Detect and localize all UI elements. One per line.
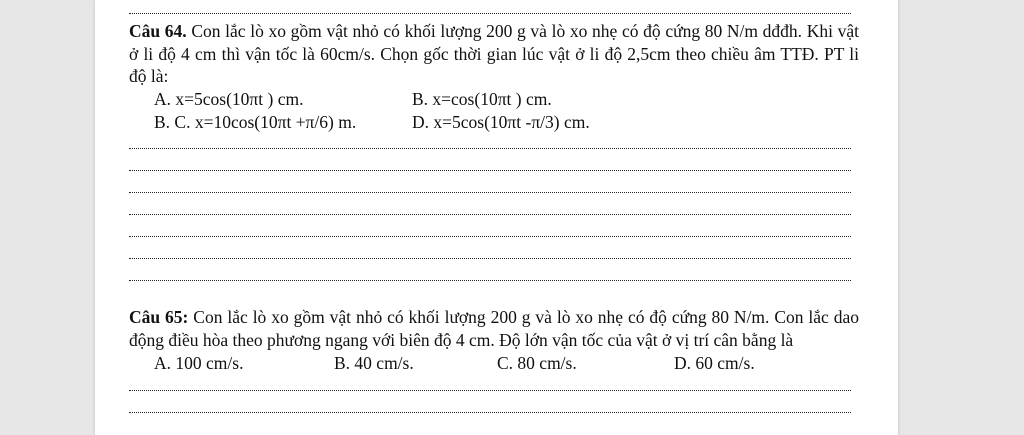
- options-row: [129, 88, 859, 111]
- option-c: B. C. x=10cos(10πt +π/6) m.: [154, 111, 357, 132]
- answer-line: [129, 375, 851, 397]
- option-d: D. 60 cm/s.: [674, 352, 755, 373]
- option-b: B. 40 cm/s.: [334, 352, 414, 373]
- page-content: [129, 0, 859, 419]
- question-64: [129, 20, 859, 287]
- option-a: A. 100 cm/s.: [154, 352, 244, 373]
- options-row: [129, 352, 859, 375]
- answer-line: [129, 243, 851, 265]
- answer-line: [129, 397, 851, 419]
- answer-line: [129, 265, 851, 287]
- option-d: D. x=5cos(10πt -π/3) cm.: [412, 111, 590, 132]
- answer-line: [129, 133, 851, 155]
- question-label: Câu 64.: [129, 21, 187, 41]
- options-row: [129, 111, 859, 134]
- answer-line: [129, 0, 851, 14]
- option-b: B. x=cos(10πt ) cm.: [412, 89, 552, 110]
- answer-line: [129, 221, 851, 243]
- question-body: Con lắc lò xo gồm vật nhỏ có khối lượng 200 g và lò xo nhẹ có độ cứng 80 N/m. Con lắc dao động điều hòa theo phương ngang với biên độ 4 cm. Độ lớn vận tốc của vật ở vị trí cân bằng là: [129, 307, 859, 351]
- answer-line: [129, 155, 851, 177]
- option-c: C. 80 cm/s.: [497, 352, 577, 373]
- question-label: Câu 65:: [129, 307, 189, 328]
- answer-line: [129, 177, 851, 199]
- question-body: Con lắc lò xo gồm vật nhỏ có khối lượng 200 g và lò xo nhẹ có độ cứng 80 N/m dđđh. Khi vật ở li độ 4 cm thì vận tốc là 60cm/s. Chọn gốc thời gian lúc vật ở li độ 2,5cm theo chiều âm TTĐ. PT li độ là:: [129, 21, 860, 87]
- question-text: [129, 20, 859, 88]
- question-text: [129, 306, 859, 351]
- document-page: [95, 0, 898, 435]
- option-a: A. x=5cos(10πt ) cm.: [154, 89, 304, 110]
- answer-line: [129, 199, 851, 221]
- question-65: [129, 306, 859, 418]
